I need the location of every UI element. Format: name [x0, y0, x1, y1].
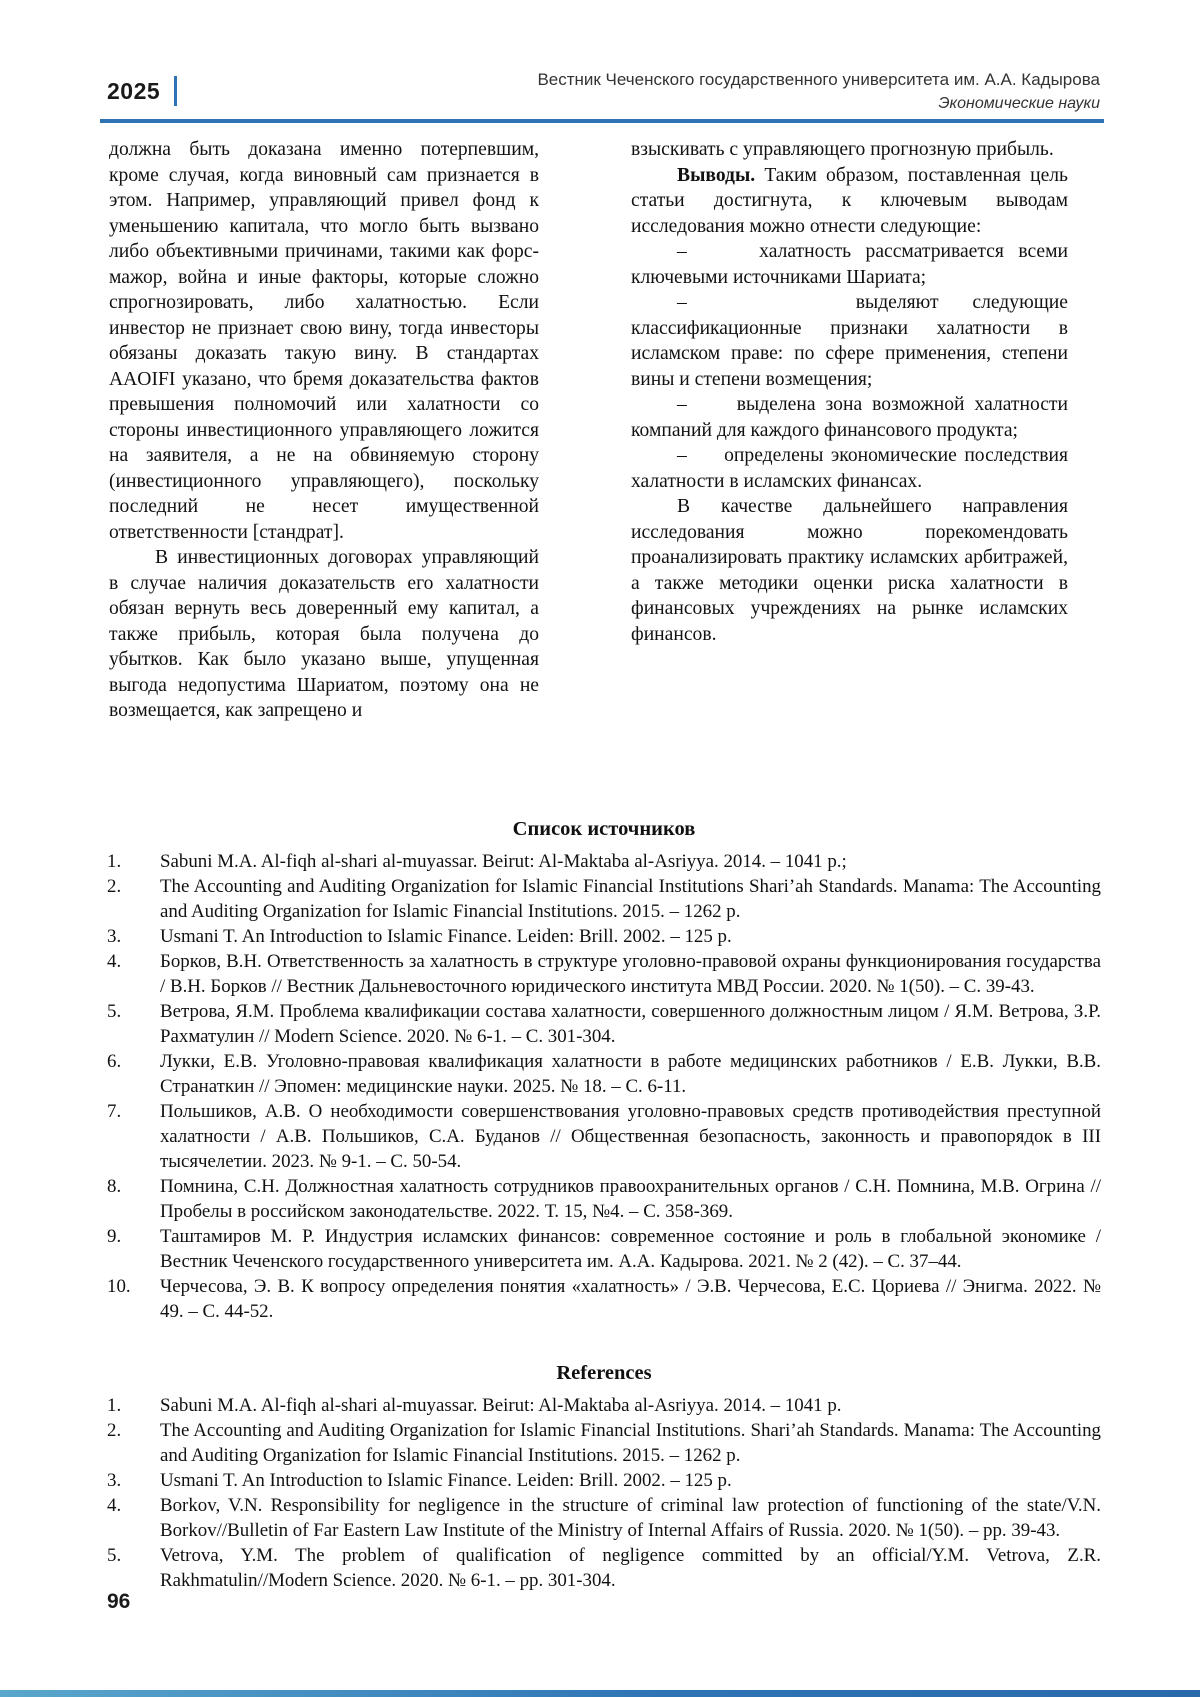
page-header	[107, 68, 1100, 116]
reference-item	[107, 924, 1101, 949]
reference-number: 3.	[107, 926, 122, 947]
reference-item	[107, 1543, 1101, 1593]
header-year-block	[107, 68, 177, 106]
sources-heading: Список источников	[512, 818, 696, 840]
reference-number: 1.	[107, 1395, 122, 1416]
reference-item	[107, 1274, 1101, 1324]
reference-text: Sabuni M.A. Al-fiqh al-shari al-muyassar. Beirut: Al-Maktaba al-Asriyya. 2014. – 1041 p.;	[160, 851, 847, 872]
reference-item	[107, 1393, 1101, 1418]
references-list	[107, 1393, 1101, 1593]
paragraph: В инвестиционных договорах управляющий в случае наличия доказательств его халатности обязан вернуть весь доверенный ему капитал, а также прибыль, которая была получена до убытков. Как было указано выше, упущенная выгода недопустима Шариатом, поэтому она не возмещается, как запрещено и	[109, 547, 539, 721]
page-number: 96	[107, 1590, 131, 1613]
reference-number: 7.	[107, 1101, 122, 1122]
reference-text: Ветрова, Я.М. Проблема квалификации состава халатности, совершенного должностным лицом / Я.М. Ветрова, З.Р. Рахматулин // Modern Science. 2020. № 6-1. – С. 301-304.	[160, 1001, 1101, 1047]
reference-number: 2.	[107, 1420, 122, 1441]
left-column	[109, 137, 539, 724]
reference-number: 4.	[107, 1495, 122, 1516]
reference-text: Sabuni M.A. Al-fiqh al-shari al-muyassar. Beirut: Al-Maktaba al-Asriyya. 2014. – 1041 p.	[160, 1395, 842, 1416]
bullet-paragraph: – выделена зона возможной халатности компаний для каждого финансового продукта;	[631, 394, 1068, 441]
reference-item	[107, 999, 1101, 1049]
reference-text: The Accounting and Auditing Organization for Islamic Financial Institutions. Shari’ah Standards. Manama: The Accounting and Auditing Organization for Islamic Financial Institutions. 2015. – 1262 p.	[160, 1420, 1101, 1466]
reference-text: Usmani T. An Introduction to Islamic Finance. Leiden: Brill. 2002. – 125 p.	[160, 1470, 732, 1491]
reference-number: 2.	[107, 876, 122, 897]
reference-item	[107, 1468, 1101, 1493]
reference-number: 10.	[107, 1276, 131, 1297]
paragraph: должна быть доказана именно потерпевшим, кроме случая, когда виновный сам признается в этом. Например, управляющий привел фонд к уменьшению капитала, что могло быть вызвано либо объективными причинами, такими как форс-мажор, война и иные факторы, которые сложно спрогнозировать, либо халатностью. Если инвестор не признает свою вину, тогда инвесторы обязаны доказать такую вину. В стандартах AAOIFI указано, что бремя доказательства фактов превышения полномочий или халатности со стороны инвестиционного управляющего ложится на заявителя, а не на обвиняемую сторону (инвестиционного управляющего), поскольку последний не несет имущественной ответственности [стандрат].	[109, 139, 539, 543]
bullet-paragraph: – определены экономические последствия халатности в исламских финансах.	[631, 445, 1068, 492]
journal-section-label: Экономические науки	[938, 95, 1100, 112]
reference-item	[107, 874, 1101, 924]
references-area	[107, 818, 1101, 1593]
references-heading: References	[556, 1362, 652, 1384]
year-divider-bar	[174, 76, 177, 106]
reference-number: 4.	[107, 951, 122, 972]
footer-accent-bar	[0, 1690, 1200, 1697]
reference-number: 1.	[107, 851, 122, 872]
reference-number: 5.	[107, 1545, 122, 1566]
reference-text: Borkov, V.N. Responsibility for negligence in the structure of criminal law protection of functioning of the state/V.N. Borkov//Bulletin of Far Eastern Law Institute of the Ministry of Internal Affairs of Russia. 2020. № 1(50). – pp. 39-43.	[160, 1495, 1101, 1541]
reference-text: Vetrova, Y.M. The problem of qualification of negligence committed by an official/Y.M. Vetrova, Z.R. Rakhmatulin//Modern Science. 2020. № 6-1. – pp. 301-304.	[160, 1545, 1101, 1591]
paragraph: В качестве дальнейшего направления исследования можно порекомендовать проанализировать практику исламских арбитражей, а также методики оценки риска халатности в финансовых учреждениях на рынке исламских финансов.	[631, 496, 1068, 645]
reference-text: Помнина, С.Н. Должностная халатность сотрудников правоохранительных органов / С.Н. Помнина, М.В. Огрина // Пробелы в российском законодательстве. 2022. Т. 15, №4. – С. 358-369.	[160, 1176, 1101, 1222]
reference-text: Польшиков, А.В. О необходимости совершенствования уголовно-правовых средств противодействия преступной халатности / А.В. Польшиков, С.А. Буданов // Общественная безопасность, законность и правопорядок в III тысячелетии. 2023. № 9-1. – С. 50-54.	[160, 1101, 1101, 1172]
article-body	[109, 137, 1068, 724]
year-label: 2025	[107, 77, 161, 104]
reference-item	[107, 949, 1101, 999]
reference-item	[107, 849, 1101, 874]
journal-title: Вестник Чеченского государственного университета им. А.А. Кадырова	[537, 70, 1100, 89]
reference-number: 8.	[107, 1176, 122, 1197]
reference-number: 6.	[107, 1051, 122, 1072]
reference-number: 9.	[107, 1226, 122, 1247]
bullet-paragraph: – выделяют следующие классификационные признаки халатности в исламском праве: по сфере применения, степени вины и степени возмещения;	[631, 292, 1068, 390]
reference-text: Usmani T. An Introduction to Islamic Finance. Leiden: Brill. 2002. – 125 p.	[160, 926, 732, 947]
reference-item	[107, 1049, 1101, 1099]
right-column	[631, 137, 1068, 724]
reference-text: Борков, В.Н. Ответственность за халатность в структуре уголовно-правовой охраны функционирования государства / В.Н. Борков // Вестник Дальневосточного юридического института МВД России. 2020. № 1(50). – С. 39-43.	[160, 951, 1101, 997]
paragraph: Выводы. Таким образом, поставленная цель статьи достигнута, к ключевым выводам исследования можно отнести следующие:	[631, 164, 1068, 237]
reference-text: Таштамиров М. Р. Индустрия исламских финансов: современное состояние и роль в глобальной экономике / Вестник Чеченского государственного университета им. А.А. Кадырова. 2021. № 2 (42). – С. 37–44.	[160, 1226, 1101, 1272]
reference-item	[107, 1099, 1101, 1174]
reference-item	[107, 1418, 1101, 1468]
sources-list	[107, 849, 1101, 1324]
reference-text: Черчесова, Э. В. К вопросу определения понятия «халатность» / Э.В. Черчесова, Е.С. Цориева // Энигма. 2022. № 49. – С. 44-52.	[160, 1276, 1101, 1322]
reference-text: The Accounting and Auditing Organization for Islamic Financial Institutions Shari’ah Standards. Manama: The Accounting and Auditing Organization for Islamic Financial Institutions. 2015. – 1262 p.	[160, 876, 1101, 922]
paragraph: взыскивать с управляющего прогнозную прибыль.	[631, 139, 1054, 160]
journal-header-block	[537, 68, 1100, 116]
bullet-paragraph: – халатность рассматривается всеми ключевыми источниками Шариата;	[631, 241, 1068, 288]
header-rule	[100, 119, 1104, 123]
reference-item	[107, 1174, 1101, 1224]
reference-number: 5.	[107, 1001, 122, 1022]
reference-item	[107, 1224, 1101, 1274]
reference-item	[107, 1493, 1101, 1543]
reference-text: Лукки, Е.В. Уголовно-правовая квалификация халатности в работе медицинских работников / Е.В. Лукки, В.В. Странаткин // Эпомен: медицинские науки. 2025. № 18. – С. 6-11.	[160, 1051, 1101, 1097]
reference-number: 3.	[107, 1470, 122, 1491]
